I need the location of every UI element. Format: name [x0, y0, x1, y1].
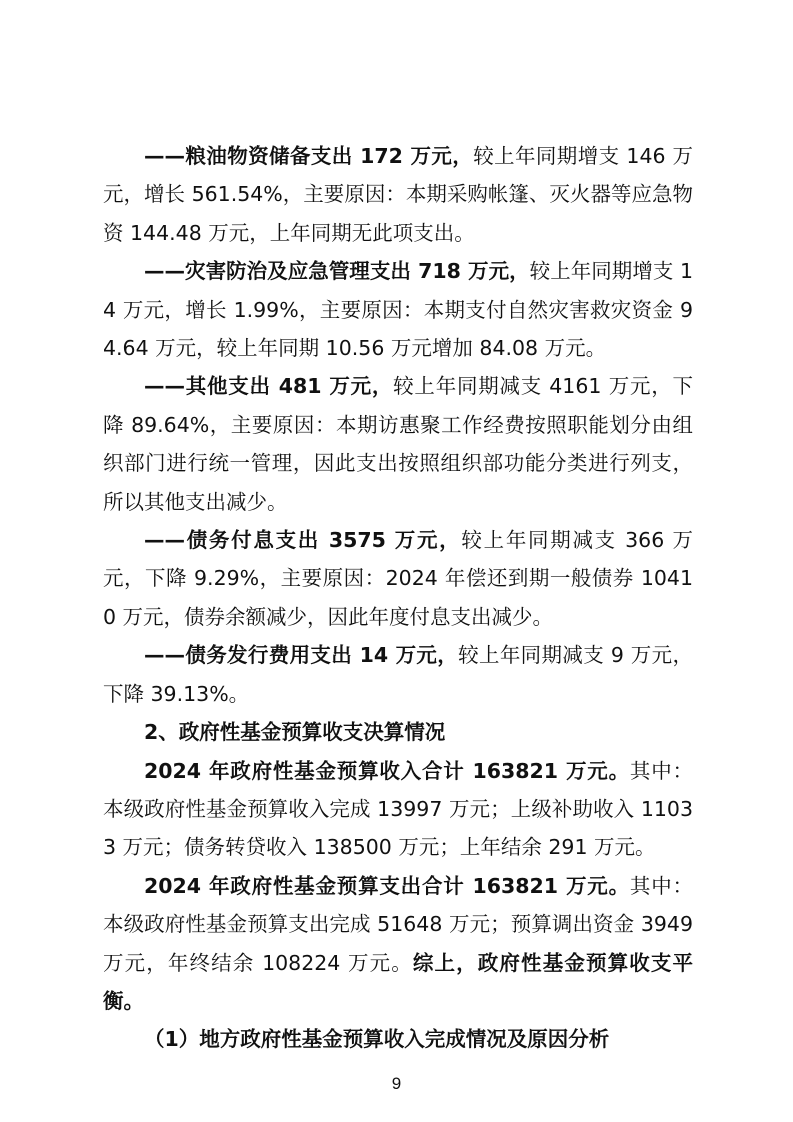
- paragraph-lead: ——债务付息支出 3575 万元，: [144, 528, 462, 553]
- paragraph-disaster-prevention: [103, 252, 693, 367]
- paragraph-lead: ——债务发行费用支出 14 万元，: [144, 643, 459, 668]
- paragraph-conclusion: 综上，政府性基金预算收支平衡。: [103, 950, 693, 1013]
- section-heading: 2、政府性基金预算收支决算情况: [144, 720, 446, 745]
- document-body: [103, 137, 693, 1059]
- paragraph-lead: 2024 年政府性基金预算收入合计 163821 万元。: [144, 758, 630, 783]
- paragraph-body: 较上年同期减支 366 万元，下降 9.29%，主要原因：2024 年偿还到期一般债券 10410 万元，债券余额减少，因此年度付息支出减少。: [103, 528, 693, 629]
- paragraph-fund-revenue: [103, 752, 693, 867]
- paragraph-body: 较上年同期减支 4161 万元，下降 89.64%，主要原因：本期访惠聚工作经费按照职能划分由组织部门进行统一管理，因此支出按照组织部功能分类进行列支，所以其他支出减少。: [103, 374, 693, 514]
- paragraph-debt-issuance-fee: [103, 636, 693, 713]
- paragraph-lead: ——灾害防治及应急管理支出 718 万元，: [144, 259, 530, 284]
- paragraph-grain-oil-reserve: [103, 137, 693, 252]
- paragraph-body: 较上年同期增支 146 万元，增长 561.54%，主要原因：本期采购帐篷、灭火器等应急物资 144.48 万元，上年同期无此项支出。: [103, 144, 693, 245]
- paragraph-body: 其中：本级政府性基金预算支出完成 51648 万元；预算调出资金 3949 万元，年终结余 108224 万元。: [103, 873, 693, 975]
- subsection-heading: （1）地方政府性基金预算收入完成情况及原因分析: [144, 1027, 610, 1052]
- paragraph-body: 较上年同期减支 9 万元，下降 39.13%。: [103, 643, 693, 706]
- paragraph-fund-expenditure: [103, 867, 693, 1021]
- page-number: 9: [391, 1074, 402, 1093]
- paragraph-other-expenditure: [103, 367, 693, 521]
- paragraph-lead: 2024 年政府性基金预算支出合计 163821 万元。: [144, 873, 630, 898]
- paragraph-body: 其中：本级政府性基金预算收入完成 13997 万元；上级补助收入 11033 万元；债务转贷收入 138500 万元；上年结余 291 万元。: [103, 758, 693, 860]
- paragraph-debt-interest: [103, 521, 693, 636]
- paragraph-lead: ——粮油物资储备支出 172 万元，: [144, 144, 474, 168]
- paragraph-lead: ——其他支出 481 万元，: [144, 374, 394, 399]
- paragraph-body: 较上年同期增支 14 万元，增长 1.99%，主要原因：本期支付自然灾害救灾资金 94.64 万元，较上年同期 10.56 万元增加 84.08 万元。: [103, 259, 693, 361]
